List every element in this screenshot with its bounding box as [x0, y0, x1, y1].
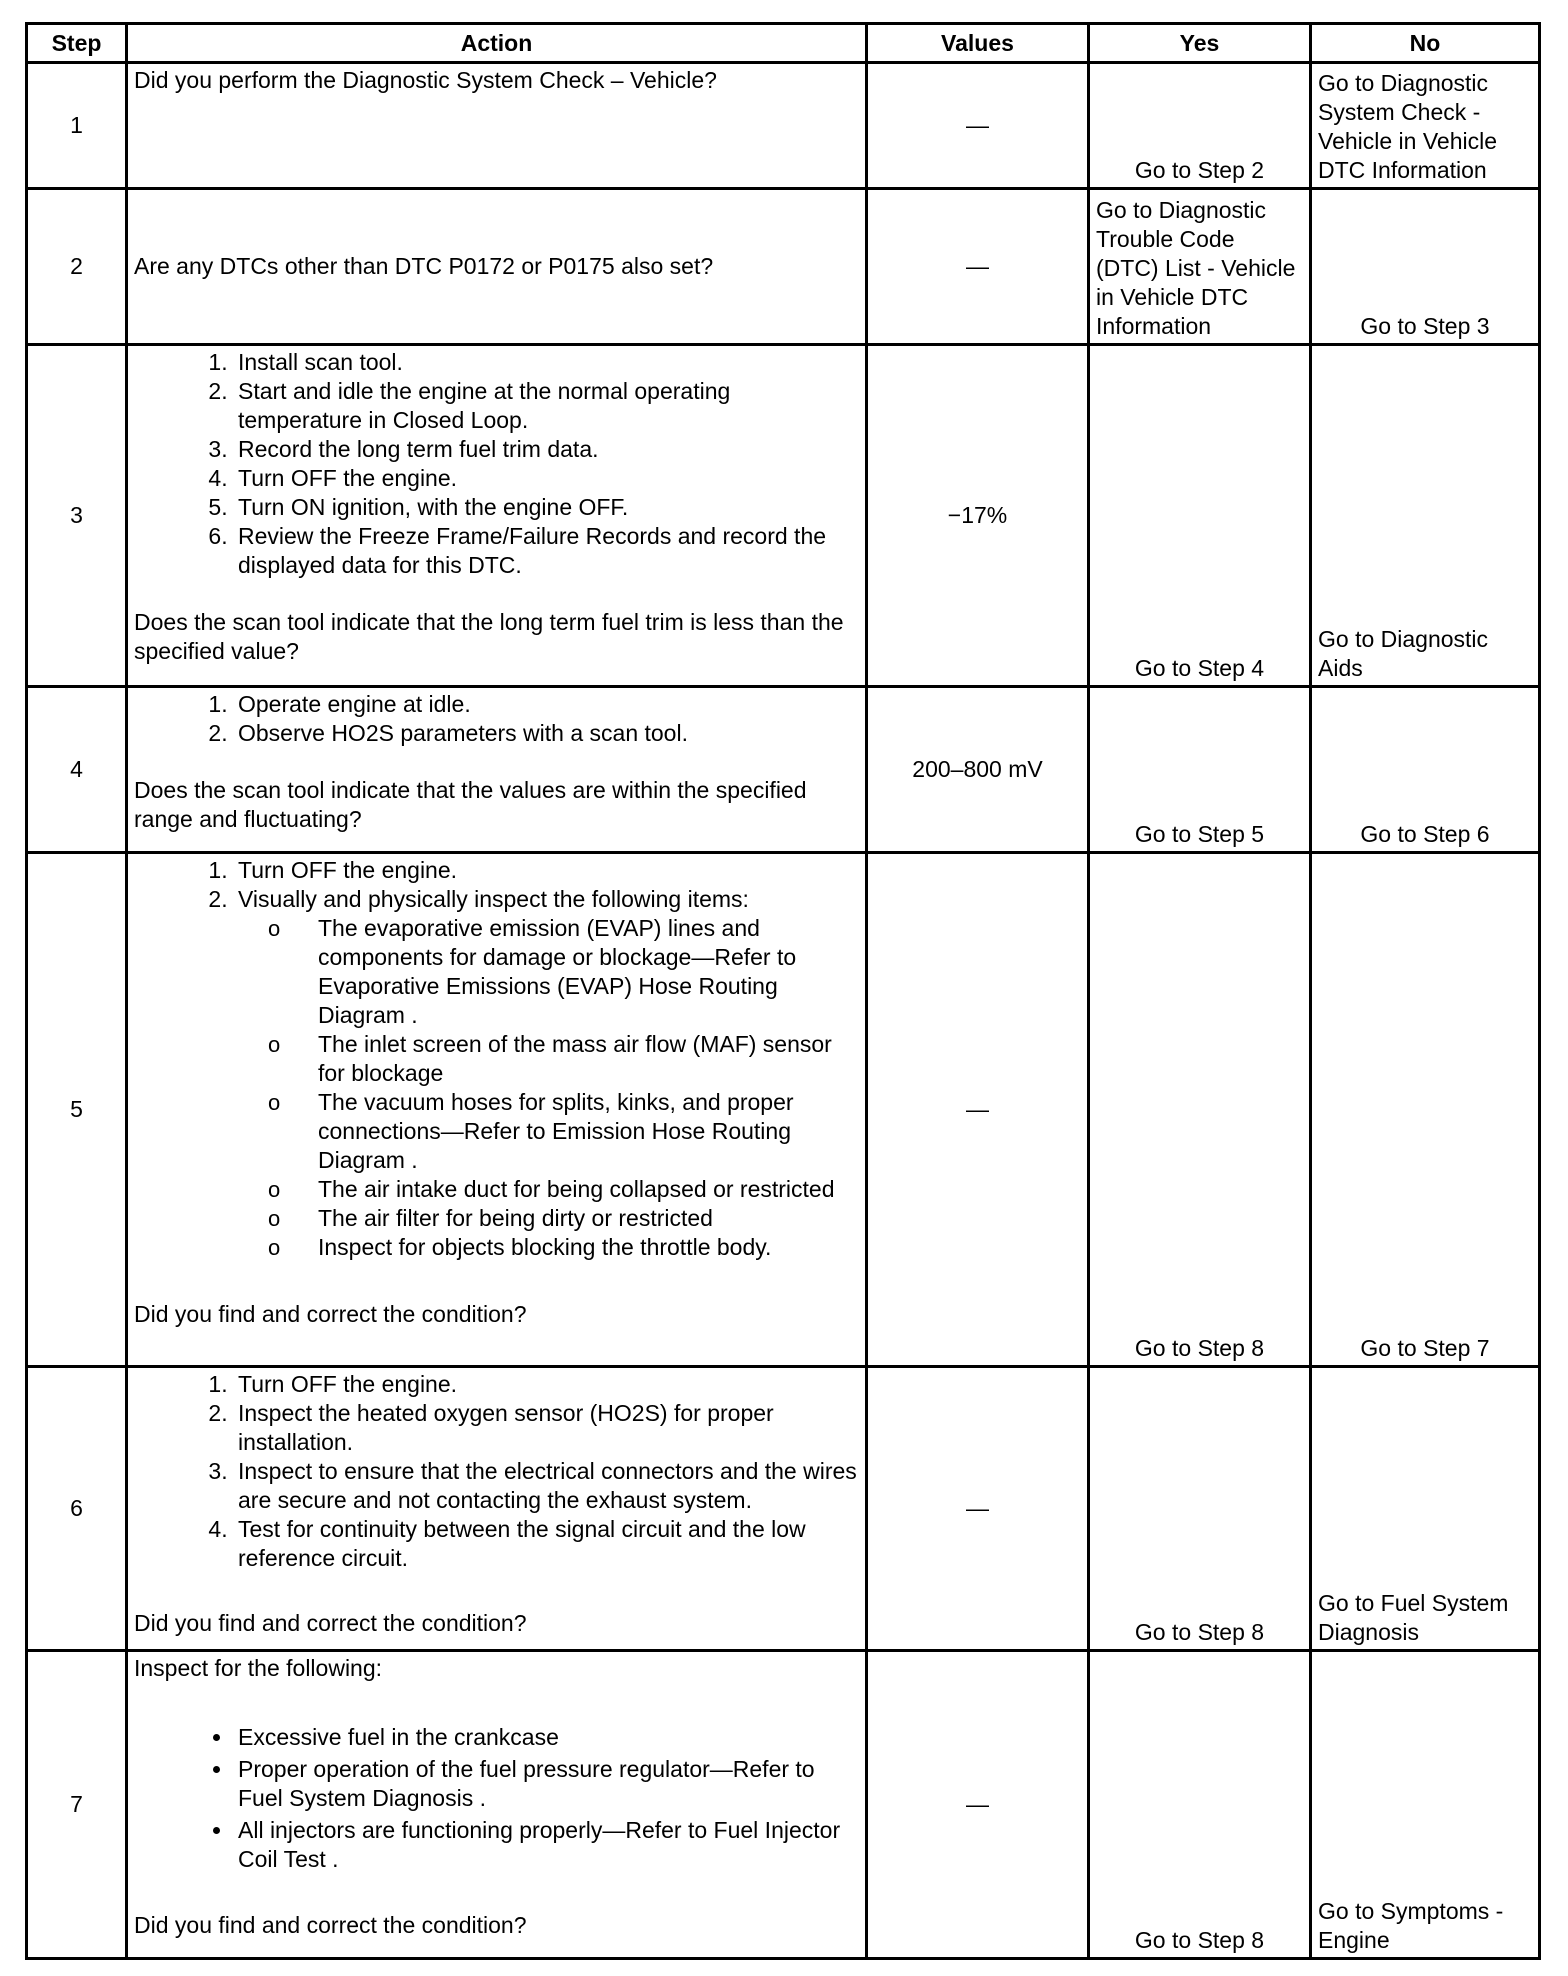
no-cell: Go to Step 6 [1311, 687, 1540, 853]
no-cell: Go to Step 7 [1311, 853, 1540, 1367]
step-number: 6 [27, 1367, 127, 1651]
action-cell [127, 853, 867, 1367]
action-cell [127, 63, 867, 189]
yes-cell: Go to Step 5 [1089, 687, 1311, 853]
list-item: o The air intake duct for being collapsed or restricted [314, 1175, 859, 1204]
action-question: Does the scan tool indicate that the long term fuel trim is less than the specified value? [134, 609, 844, 664]
list-item: o The vacuum hoses for splits, kinks, and proper connections—Refer to Emission Hose Routing Diagram . [314, 1088, 859, 1175]
action-question: Are any DTCs other than DTC P0172 or P0175 also set? [134, 253, 714, 279]
step-number: 3 [27, 345, 127, 687]
list-item: • Proper operation of the fuel pressure regulator—Refer to Fuel System Diagnosis . [234, 1755, 859, 1813]
header-values: Values [867, 24, 1089, 63]
no-cell: Go to Step 3 [1311, 189, 1540, 345]
list-item: 3. Inspect to ensure that the electrical connectors and the wires are secure and not contacting the exhaust system. [234, 1457, 859, 1515]
action-intro: Inspect for the following: [134, 1655, 383, 1681]
list-item: 2. Inspect the heated oxygen sensor (HO2S) for proper installation. [234, 1399, 859, 1457]
list-item: 1. Turn OFF the engine. [234, 856, 859, 885]
table-row [27, 1651, 1540, 1959]
step-number: 2 [27, 189, 127, 345]
yes-cell: Go to Step 8 [1089, 1367, 1311, 1651]
step-number: 4 [27, 687, 127, 853]
action-cell [127, 345, 867, 687]
list-item: 2. Observe HO2S parameters with a scan tool. [234, 719, 859, 748]
table-row [27, 1367, 1540, 1651]
value-cell: — [867, 1367, 1089, 1651]
value-cell: — [867, 63, 1089, 189]
header-action: Action [127, 24, 867, 63]
diagnostic-table [25, 22, 1541, 1960]
action-steps [134, 348, 859, 580]
step-number: 1 [27, 63, 127, 189]
value-cell: — [867, 853, 1089, 1367]
value-cell: −17% [867, 345, 1089, 687]
list-item: 5. Turn ON ignition, with the engine OFF. [234, 493, 859, 522]
no-cell: Go to Diagnostic Aids [1311, 345, 1540, 687]
table-row [27, 189, 1540, 345]
action-cell [127, 687, 867, 853]
action-cell [127, 1651, 867, 1959]
action-question: Did you find and correct the condition? [134, 1301, 527, 1327]
action-steps [134, 856, 859, 1262]
yes-cell: Go to Diagnostic Trouble Code (DTC) List - Vehicle in Vehicle DTC Information [1089, 189, 1311, 345]
list-item: 1. Install scan tool. [234, 348, 859, 377]
no-cell: Go to Symptoms - Engine [1311, 1651, 1540, 1959]
value-cell: — [867, 189, 1089, 345]
list-item: o Inspect for objects blocking the throttle body. [314, 1233, 859, 1262]
no-cell: Go to Diagnostic System Check - Vehicle in Vehicle DTC Information [1311, 63, 1540, 189]
step-number: 7 [27, 1651, 127, 1959]
action-steps [134, 1370, 859, 1573]
list-item [234, 885, 859, 1262]
list-item: o The evaporative emission (EVAP) lines and components for damage or blockage—Refer to Evaporative Emissions (EVAP) Hose Routing Diagram . [314, 914, 859, 1030]
header-no: No [1311, 24, 1540, 63]
value-cell: 200–800 mV [867, 687, 1089, 853]
yes-cell: Go to Step 8 [1089, 1651, 1311, 1959]
header-row [27, 24, 1540, 63]
list-item-label: Visually and physically inspect the following items: [238, 886, 749, 912]
list-item: • Excessive fuel in the crankcase [234, 1723, 859, 1752]
list-item: • All injectors are functioning properly—Refer to Fuel Injector Coil Test . [234, 1816, 859, 1874]
action-cell [127, 1367, 867, 1651]
action-question: Did you find and correct the condition? [134, 1912, 527, 1938]
list-item: 6. Review the Freeze Frame/Failure Records and record the displayed data for this DTC. [234, 522, 859, 580]
list-item: 4. Test for continuity between the signal circuit and the low reference circuit. [234, 1515, 859, 1573]
yes-cell: Go to Step 2 [1089, 63, 1311, 189]
yes-cell: Go to Step 4 [1089, 345, 1311, 687]
action-question: Does the scan tool indicate that the values are within the specified range and fluctuating? [134, 777, 807, 832]
no-cell: Go to Fuel System Diagnosis [1311, 1367, 1540, 1651]
inspection-bullets [134, 1723, 859, 1874]
list-item: o The air filter for being dirty or restricted [314, 1204, 859, 1233]
list-item: 2. Start and idle the engine at the normal operating temperature in Closed Loop. [234, 377, 859, 435]
action-question: Did you find and correct the condition? [134, 1610, 527, 1636]
action-question: Did you perform the Diagnostic System Check – Vehicle? [134, 67, 717, 93]
action-cell [127, 189, 867, 345]
inspection-sublist [238, 914, 859, 1262]
list-item: 1. Operate engine at idle. [234, 690, 859, 719]
header-yes: Yes [1089, 24, 1311, 63]
list-item: 1. Turn OFF the engine. [234, 1370, 859, 1399]
value-cell: — [867, 1651, 1089, 1959]
table-row [27, 687, 1540, 853]
list-item: 3. Record the long term fuel trim data. [234, 435, 859, 464]
step-number: 5 [27, 853, 127, 1367]
table-row [27, 853, 1540, 1367]
yes-cell: Go to Step 8 [1089, 853, 1311, 1367]
table-row [27, 345, 1540, 687]
header-step: Step [27, 24, 127, 63]
table-row [27, 63, 1540, 189]
list-item: 4. Turn OFF the engine. [234, 464, 859, 493]
list-item: o The inlet screen of the mass air flow (MAF) sensor for blockage [314, 1030, 859, 1088]
action-steps [134, 690, 859, 748]
